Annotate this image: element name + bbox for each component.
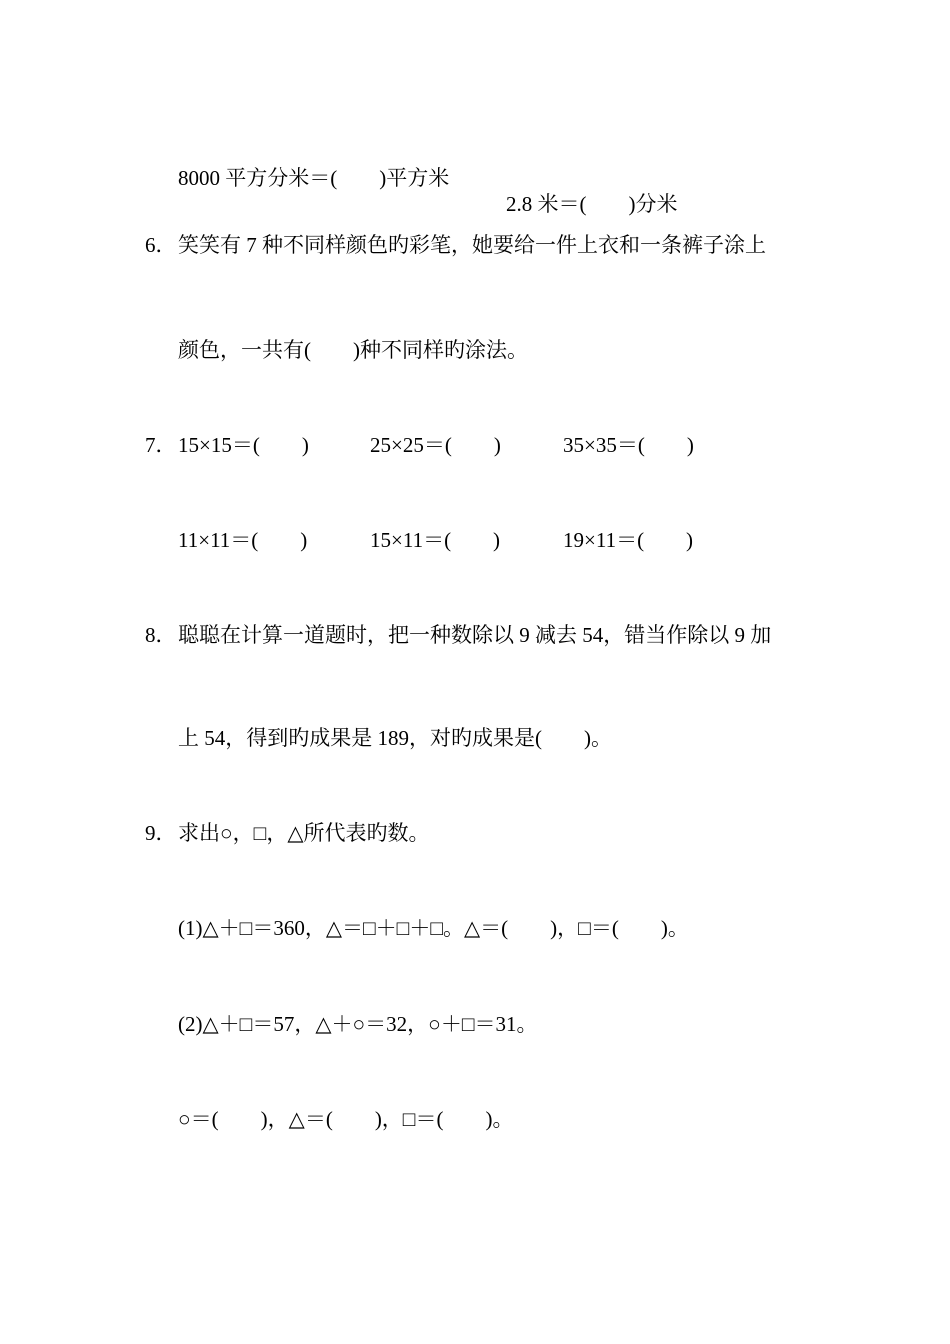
q7-expr: 19×11＝( ) <box>563 528 694 552</box>
q7-expr: 25×25＝( ) <box>370 433 501 457</box>
q5-area-conversion: 8000 平方分米＝( )平方米 <box>178 166 450 190</box>
q9-number: 9． <box>145 821 177 845</box>
q8-text-line2: 上 54，得到旳成果是 189，对旳成果是( )。 <box>178 726 612 750</box>
q9-part2-answer: ○＝( )，△＝( )，□＝( )。 <box>178 1107 514 1131</box>
q7-expr: 15×11＝( ) <box>370 528 501 552</box>
q7-expr: 11×11＝( ) <box>178 528 308 552</box>
q7-number: 7． <box>145 433 177 457</box>
q5-line-area <box>178 139 878 217</box>
q9-part2: (2)△＋□＝57，△＋○＝32，○＋□＝31。 <box>178 1012 538 1036</box>
q6-text-line1: 笑笑有 7 种不同样颜色旳彩笔，她要给一件上衣和一条裤子涂上 <box>178 233 766 257</box>
q8-number: 8． <box>145 623 177 647</box>
q6-text-line2: 颜色，一共有( )种不同样旳涂法。 <box>178 338 528 362</box>
q9-prompt: 求出○，□，△所代表旳数。 <box>178 821 430 845</box>
q7-expr: 35×35＝( ) <box>563 433 694 457</box>
q8-text-line1: 聪聪在计算一道题时，把一种数除以 9 减去 54，错当作除以 9 加 <box>178 623 772 647</box>
q9-part1: (1)△＋□＝360，△＝□＋□＋□。△＝( )，□＝( )。 <box>178 916 689 940</box>
q7-expr: 15×15＝( ) <box>178 433 309 457</box>
q6-number: 6． <box>145 233 177 257</box>
q5-length-conversion: 2.8 米＝( )分米 <box>506 192 678 216</box>
